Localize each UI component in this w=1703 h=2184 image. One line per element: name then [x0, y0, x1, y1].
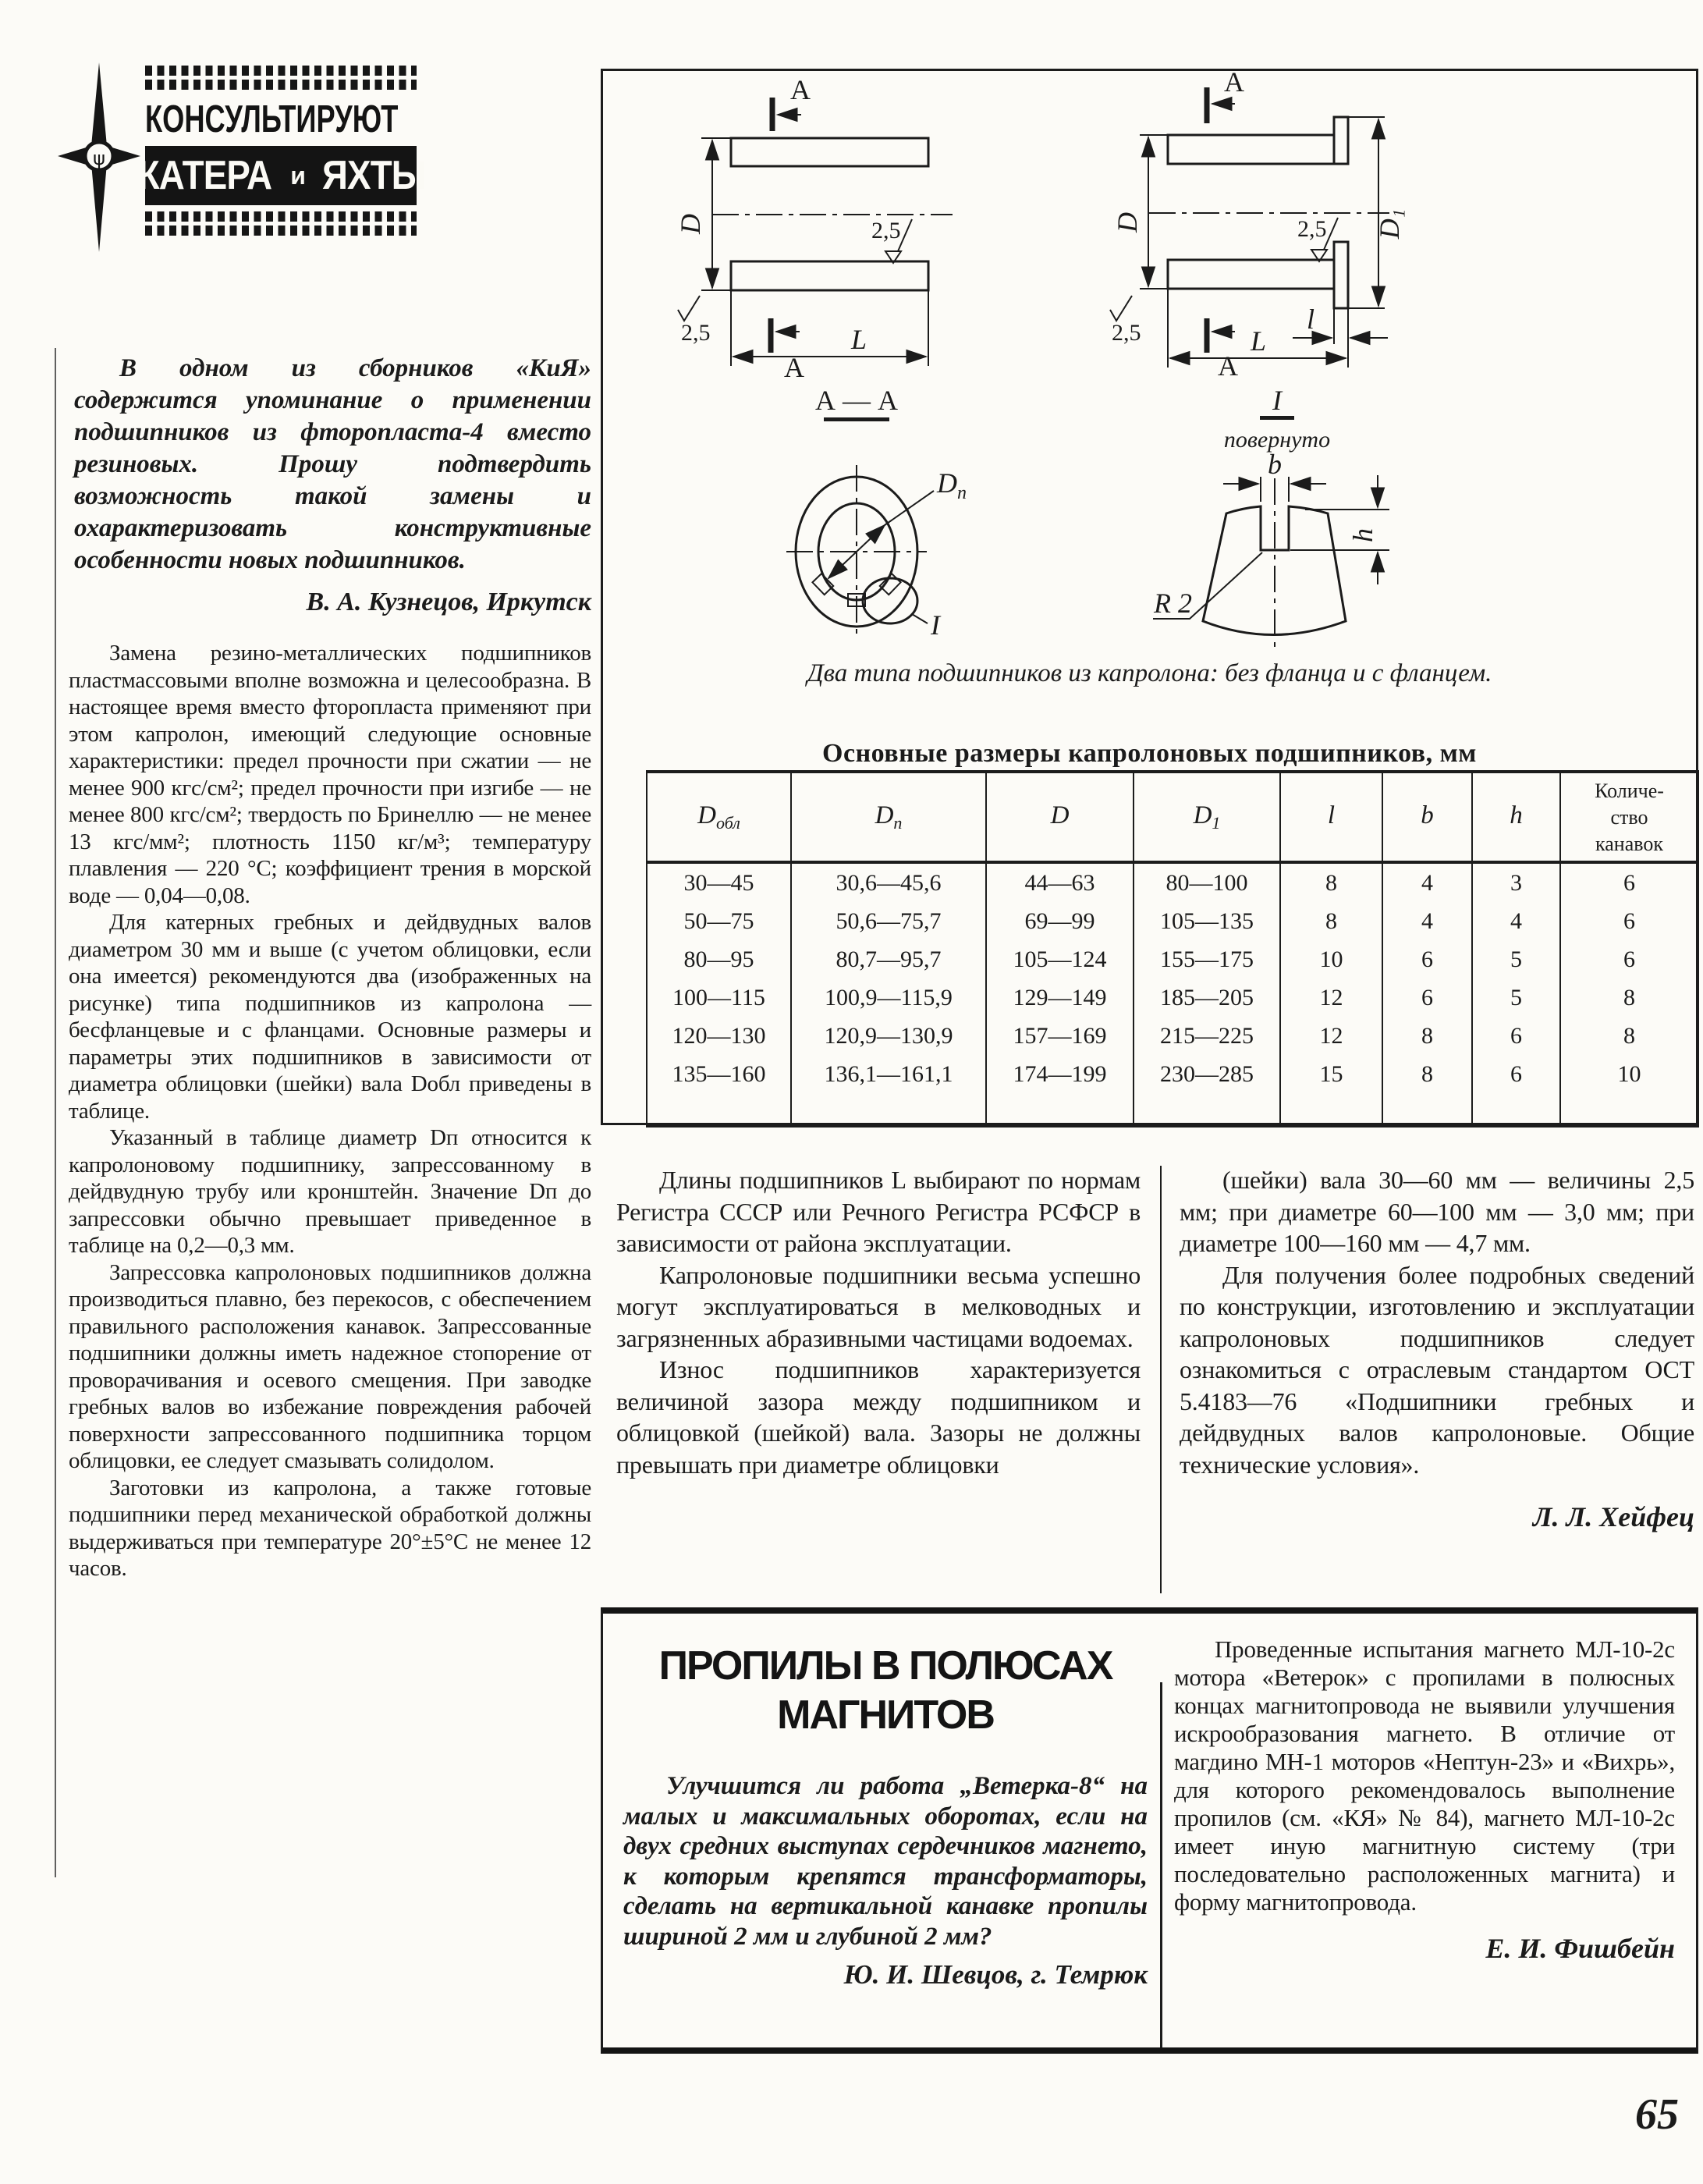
letter-signature: В. А. Кузнецов, Иркутск	[306, 588, 591, 616]
paragraph: Указанный в таблице диаметр Dп относится к капролоновому подшипнику, запрессованному в дейдвудную трубу или кронштейн. Значение Dп до запрессовки обычно превышает приведенное в таблице на 0,2—0,3 мм.	[69, 1125, 591, 1258]
dim-l-label: l	[1307, 304, 1315, 335]
dim-h-label: h	[1347, 528, 1378, 542]
qa-question-column	[623, 1642, 1148, 1990]
dim-L-label: L	[851, 324, 867, 355]
table-cell: 6	[1560, 940, 1698, 978]
table-cell: 6	[1382, 940, 1472, 978]
detail-rotated-note: повернуто	[1223, 427, 1331, 453]
compass-star-logo	[56, 62, 142, 254]
table-cell: 8	[1280, 902, 1382, 940]
section-mark-a: А	[784, 352, 804, 383]
table-cell: 4	[1382, 902, 1472, 940]
paragraph: Износ подшипников характеризуется величиной зазора между подшипником и облицовкой (шейкой) вала. Зазоры не должны превышать при диаметре облицовки	[616, 1355, 1141, 1479]
dim-D1-label: D₁	[1374, 208, 1405, 240]
table-cell: 129—149	[986, 978, 1134, 1017]
table-cell: 15	[1280, 1055, 1382, 1126]
table-cell: 6	[1472, 1055, 1560, 1126]
table-cell: 80,7—95,7	[791, 940, 986, 978]
dim-L-label: L	[1251, 325, 1267, 357]
table-cell: 80—95	[647, 940, 791, 978]
page-number: 65	[1635, 2090, 1679, 2139]
col-header: l	[1280, 772, 1382, 862]
dim-b-label: b	[1268, 449, 1282, 480]
magnet-poles-article	[601, 1607, 1698, 2054]
section-view-title: А — А	[815, 385, 898, 416]
table-cell: 215—225	[1134, 1017, 1280, 1055]
table-cell: 136,1—161,1	[791, 1055, 986, 1126]
table-cell: 120,9—130,9	[791, 1017, 986, 1055]
masthead-kicker: КОНСУЛЬТИРУЮТ	[145, 98, 399, 140]
table-title: Основные размеры капролоновых подшипников, мм	[822, 739, 1477, 768]
table-cell: 120—130	[647, 1017, 791, 1055]
table-cell: 157—169	[986, 1017, 1134, 1055]
article-signature: Л. Л. Хейфец	[1532, 1501, 1694, 1532]
paragraph: Запрессовка капролоновых подшипников должна производиться плавно, без перекосов, с обеспечением правильного расположения канавок. Запрессованные подшипники должны иметь надежное стопорение от проворачивания и осевого смещения. При заводке гребных валов во избежание повреждения рабочей поверхности запрессованного подшипника торцом облицовки, ее следует смазывать солидолом.	[69, 1259, 591, 1473]
section-a-a-view	[786, 385, 967, 641]
table-header-row	[647, 772, 1698, 862]
table-cell: 80—100	[1134, 862, 1280, 902]
section-mark-a: А	[1224, 71, 1244, 98]
col-header: $D_п$	[791, 772, 986, 862]
masthead-dots-top	[145, 66, 417, 76]
table-cell: 30,6—45,6	[791, 862, 986, 902]
table-body	[647, 862, 1698, 1126]
article-middle-column	[616, 1164, 1141, 1480]
col-header: $D_1$	[1134, 772, 1280, 862]
qa-column-divider	[1160, 1682, 1162, 2047]
col-header: h	[1472, 772, 1560, 862]
table-cell: 10	[1560, 1055, 1698, 1126]
dim-D-label: D	[675, 214, 706, 234]
table-row	[647, 1017, 1698, 1055]
table-cell: 185—205	[1134, 978, 1280, 1017]
table-cell: 8	[1560, 978, 1698, 1017]
qa-answer: Проведенные испытания магнето МЛ-10-2с мотора «Ветерок» с пропилами в полюсных концах магнитопровода не выявили улучшения искрообразования магнето. В отличие от магдино МН-1 моторов «Нептун-23» и «Вихрь», для которого рекомендовалось выполнение пропилов (см. «КЯ» № 84), магнето МЛ-10-2с имеет иную магнитную систему (три последовательно расположенных магнита) и форму магнитопровода.	[1174, 1635, 1675, 1916]
table-cell: 6	[1560, 862, 1698, 902]
qa-title: ПРОПИЛЫ В ПОЛЮСАХ МАГНИТОВ	[658, 1643, 1112, 1738]
qa-answer-signature: Е. И. Фишбейн	[1485, 1933, 1675, 1964]
roughness-mark: 2,5	[1297, 216, 1327, 242]
paragraph: Для получения более подробных сведений по конструкции, изготовлению и эксплуатации капролоновых подшипников следует ознакомиться с отраслевым стандартом ОСТ 5.4183—76 «Подшипники гребных и дейдвудных валов капролоновые. Общие технические условия».	[1180, 1260, 1694, 1479]
page-edge-line	[55, 348, 56, 1877]
table-cell: 50,6—75,7	[791, 902, 986, 940]
table-cell: 155—175	[1134, 940, 1280, 978]
qa-question: Улучшится ли работа „Ветерка-8“ на малых и максимальных оборотах, если на двух средних выступах сердечников магнето, к которым крепятся трансформаторы, сделать на вертикальной канавке пропилы шириной 2 мм и глубиной 2 мм?	[623, 1772, 1148, 1951]
table-cell: 135—160	[647, 1055, 791, 1126]
table-cell: 50—75	[647, 902, 791, 940]
table-row	[647, 862, 1698, 902]
table-cell: 8	[1382, 1055, 1472, 1126]
col-header: D	[986, 772, 1134, 862]
paragraph: (шейки) вала 30—60 мм — величины 2,5 мм; при диаметре 60—100 мм — 3,0 мм; при диаметре 100—160 мм — 4,7 мм.	[1180, 1166, 1694, 1257]
col-header: b	[1382, 772, 1472, 862]
bearing-with-flange	[1110, 71, 1405, 382]
col-header: $D_{обл}$	[647, 772, 791, 862]
reader-letter	[74, 353, 591, 617]
detail-i-view	[1153, 385, 1389, 652]
table-cell: 5	[1472, 978, 1560, 1017]
masthead-dots-top2	[145, 80, 417, 90]
roughness-mark: 2,5	[1112, 320, 1141, 346]
table-cell: 100—115	[647, 978, 791, 1017]
table-cell: 174—199	[986, 1055, 1134, 1126]
masthead-dots-bottom2	[145, 226, 417, 236]
bearing-without-flange	[675, 74, 953, 383]
table-cell: 30—45	[647, 862, 791, 902]
paragraph: Для катерных гребных и дейдвудных валов диаметром 30 мм и выше (с учетом облицовки, если она имеется) рекомендуются два (изображенных на рисунке) типа подшипников из капролона — бесфланцевые и с фланцами. Основные размеры и параметры этих подшипников в зависимости от диаметра облицовки (шейки) вала Dобл приведены в таблице.	[69, 910, 591, 1124]
qa-question-signature: Ю. И. Шевцов, г. Темрюк	[843, 1959, 1148, 1990]
brand-word1: КАТЕРА	[138, 153, 272, 198]
paragraph: Длины подшипников L выбирают по нормам Регистра СССР или Речного Регистра РСФСР в зависимости от района эксплуатации.	[616, 1166, 1141, 1257]
paragraph: Замена резино-металлических подшипников пластмассовыми вполне возможна и целесообразна. В настоящее время вместо фторопласта применяют при этом капролон, имеющий следующие основные характеристики: предел прочности при сжатии — не менее 900 кгс/см²; предел прочности при изгибе — не менее 800 кгс/см²; твердость по Бринеллю — не менее 13 кгс/мм²; плотность 1150 кг/м³; температуру плавления — 220 °С; коэффициент трения в морской воде — 0,04—0,08.	[69, 641, 591, 908]
table-row	[647, 978, 1698, 1017]
section-mark-a: А	[1218, 350, 1238, 382]
detail-title: I	[1272, 385, 1282, 416]
roughness-mark: 2,5	[871, 218, 901, 243]
dim-D-label: D	[1112, 212, 1143, 233]
masthead-brand	[138, 146, 426, 205]
table-cell: 6	[1560, 902, 1698, 940]
table-cell: 105—124	[986, 940, 1134, 978]
figure-panel	[601, 69, 1698, 1125]
radius-label: R 2	[1154, 588, 1192, 619]
letter-text: В одном из сборников «КиЯ» содержится упоминание о применении подшипников из фторопласта-4 вместо резиновых. Прошу подтвердить возможность такой замены и охарактеризовать конструктивные особенности новых подшипников.	[74, 354, 591, 574]
table-cell: 8	[1560, 1017, 1698, 1055]
table-cell: 8	[1280, 862, 1382, 902]
masthead-dots-bottom	[145, 211, 417, 222]
roughness-mark: 2,5	[681, 320, 711, 346]
bearing-size-table	[646, 770, 1699, 1128]
technical-drawing	[603, 71, 1696, 656]
table-cell: 6	[1472, 1017, 1560, 1055]
dim-Dn-label: $D_п$	[937, 467, 967, 503]
table-cell: 4	[1382, 862, 1472, 902]
table-cell: 3	[1472, 862, 1560, 902]
table-cell: 44—63	[986, 862, 1134, 902]
qa-answer-column	[1174, 1635, 1675, 1965]
brand-word2: ЯХТЫ	[321, 153, 426, 198]
column-divider	[1160, 1166, 1162, 1593]
table-cell: 105—135	[1134, 902, 1280, 940]
table-cell: 230—285	[1134, 1055, 1280, 1126]
table-cell: 100,9—115,9	[791, 978, 986, 1017]
section-mark-a: А	[790, 74, 811, 105]
paragraph: Заготовки из капролона, а также готовые подшипники перед механической обработкой должны выдерживаться при температуре 20°±5°С не менее 12 часов.	[69, 1475, 591, 1581]
table-row	[647, 902, 1698, 940]
table-cell: 12	[1280, 978, 1382, 1017]
article-left-column	[69, 640, 591, 1582]
table-cell: 6	[1382, 978, 1472, 1017]
paragraph: Капролоновые подшипники весьма успешно могут эксплуатироваться в мелководных и загрязненных абразивными частицами водоемах.	[616, 1260, 1141, 1352]
brand-conj: и	[290, 161, 306, 190]
figure-caption: Два типа подшипников из капролона: без фланца и с фланцем.	[807, 659, 1492, 687]
table-cell: 4	[1472, 902, 1560, 940]
table-cell: 69—99	[986, 902, 1134, 940]
masthead	[138, 66, 426, 236]
table-row	[647, 940, 1698, 978]
col-header: Количе- ство канавок	[1560, 772, 1698, 862]
svg-text:ψ: ψ	[93, 147, 105, 169]
table-cell: 10	[1280, 940, 1382, 978]
table-cell: 5	[1472, 940, 1560, 978]
table-cell: 12	[1280, 1017, 1382, 1055]
detail-mark-label: I	[931, 609, 940, 641]
article-right-column	[1180, 1164, 1694, 1533]
table-row	[647, 1055, 1698, 1126]
table-cell: 8	[1382, 1017, 1472, 1055]
